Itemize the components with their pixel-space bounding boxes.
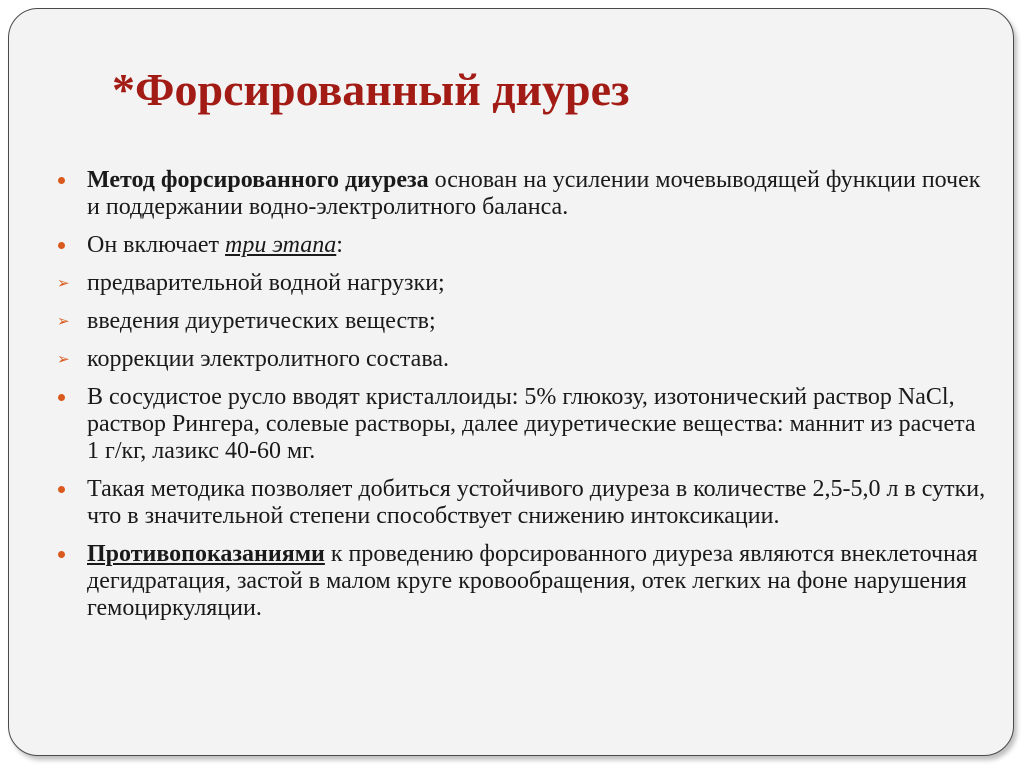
- slide: [8, 8, 1014, 756]
- list-item-stages: [57, 232, 987, 259]
- sub-item-text: коррекции электролитного состава.: [87, 346, 449, 372]
- contraindications-term: Противопоказаниями: [87, 541, 325, 567]
- sub-item-text: введения диуретических веществ;: [87, 308, 436, 334]
- list-item-method: [57, 167, 987, 221]
- arrow-bullet-icon: ➢: [57, 312, 70, 330]
- list-item-diuresis-volume: [57, 476, 987, 530]
- bullet-list: [57, 167, 987, 633]
- sub-item-diuretics: [57, 308, 987, 335]
- round-bullet-icon: [58, 551, 65, 558]
- arrow-bullet-icon: ➢: [57, 350, 70, 368]
- method-term: Метод форсированного диуреза: [87, 167, 429, 193]
- sub-item-electrolyte-correction: [57, 346, 987, 373]
- round-bullet-icon: [58, 242, 65, 249]
- crystalloids-text: В сосудистое русло вводят кристаллоиды: 5% глюкозу, изотонический раствор NaCl, раствор Рингера, солевые растворы, далее диуретические вещества: маннит из расчета 1 г/кг, лазикс 40-60 мг.: [87, 384, 976, 464]
- round-bullet-icon: [58, 177, 65, 184]
- diuresis-volume-text: Такая методика позволяет добиться устойчивого диуреза в количестве 2,5-5,0 л в сутки, что в значительной степени способствует снижению интоксикации.: [87, 476, 986, 529]
- round-bullet-icon: [58, 394, 65, 401]
- list-item-crystalloids: [57, 384, 987, 465]
- stages-emphasis: три этапа: [225, 232, 337, 258]
- stages-colon: :: [336, 232, 343, 258]
- contraindications-text: к проведению форсированного диуреза являются внеклеточная дегидратация, застой в малом круге кровообращения, отек легких на фоне нарушения гемоциркуляции.: [87, 541, 978, 621]
- arrow-bullet-icon: ➢: [57, 274, 70, 292]
- slide-title: *Форсированный диурез: [112, 64, 630, 115]
- stages-intro: Он включает: [87, 232, 226, 258]
- sub-item-text: предварительной водной нагрузки;: [87, 270, 445, 296]
- round-bullet-icon: [58, 486, 65, 493]
- sub-item-water-load: [57, 270, 987, 297]
- method-description: основан на усилении мочевыводящей функции почек и поддержании водно-электролитного баланса.: [87, 167, 981, 220]
- list-item-contraindications: [57, 541, 987, 622]
